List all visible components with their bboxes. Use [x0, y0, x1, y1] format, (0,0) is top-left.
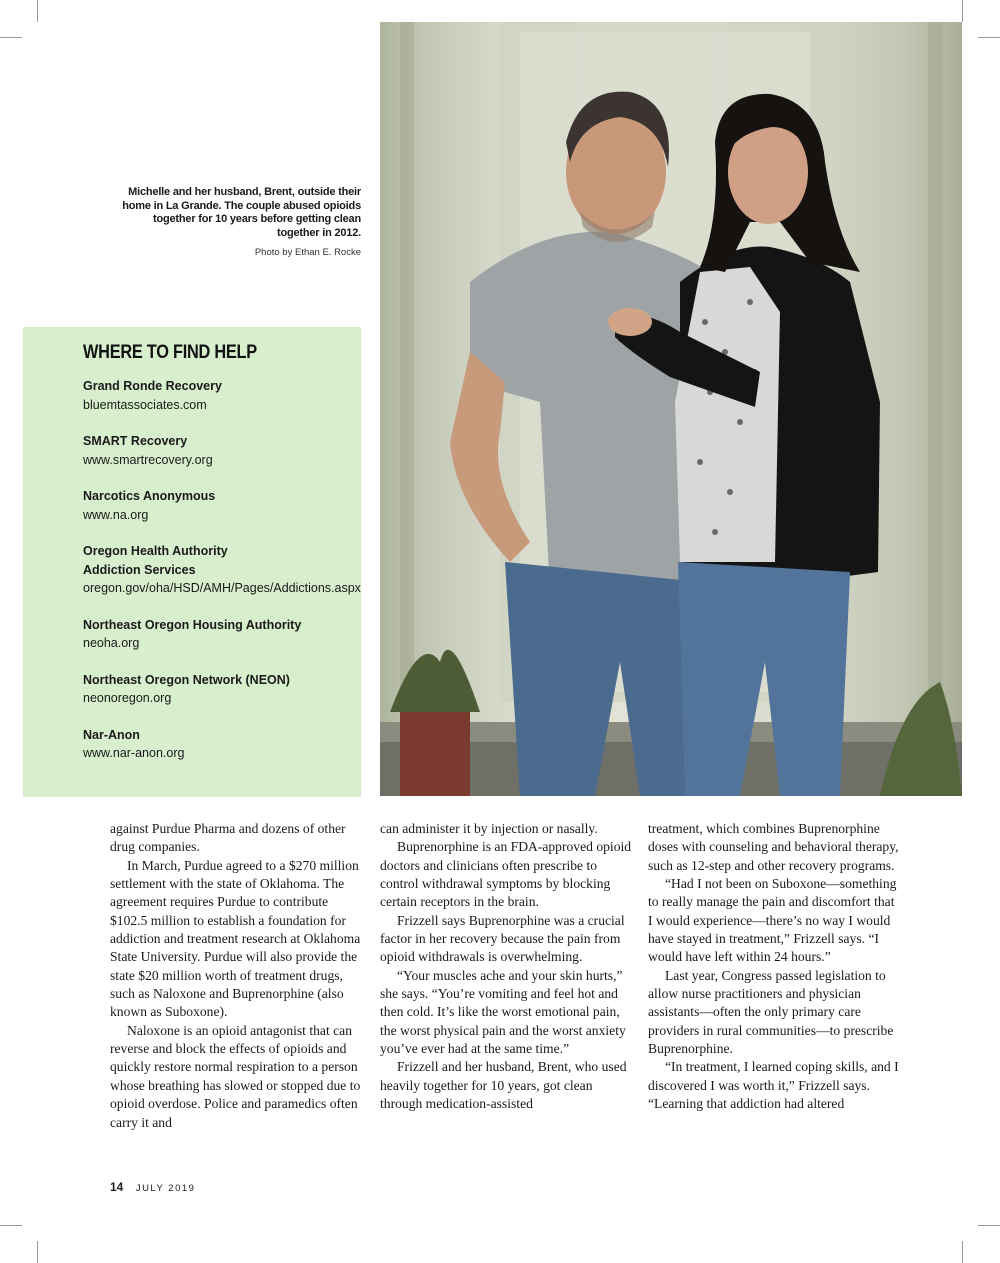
crop-mark	[37, 0, 38, 22]
caption-text: Michelle and her husband, Brent, outside their home in La Grande. The couple abused opioids together for 10 years before getting clean together in 2012.	[122, 186, 361, 239]
resource-url[interactable]: www.na.org	[83, 507, 149, 522]
resource-entry	[83, 487, 353, 524]
paragraph: can administer it by injection or nasally.	[380, 821, 598, 836]
couple-photo	[380, 22, 962, 796]
resource-name: Narcotics Anonymous	[83, 489, 216, 503]
resource-name: Northeast Oregon Housing Authority	[83, 617, 302, 632]
crop-mark	[962, 1241, 963, 1263]
issue-date: JULY 2019	[135, 1183, 196, 1194]
crop-mark	[0, 1225, 22, 1226]
resource-list	[83, 377, 361, 781]
paragraph: Buprenorphine is an FDA-approved opioid doctors and clinicians often prescribe to control withdrawal symptoms by blocking certain receptors in the brain.	[380, 839, 632, 910]
help-resources-sidebar	[23, 327, 361, 797]
paragraph: “In treatment, I learned coping skills, and I discovered I was worth it,” Frizzell says. “Learning that addiction had altered	[648, 1059, 899, 1112]
resource-name: SMART Recovery	[83, 434, 188, 448]
page-footer	[110, 1178, 195, 1196]
crop-mark	[0, 37, 22, 38]
paragraph: “Had I not been on Suboxone—something to really manage the pain and discomfort that I would experience—there’s no way I would have stayed in treatment,” Frizzell says. “I would have left within 24 hours.”	[648, 876, 897, 965]
body-column-2	[380, 820, 632, 1114]
couple-photo-illustration	[380, 22, 962, 796]
page-number: 14	[110, 1180, 124, 1194]
paragraph: Last year, Congress passed legislation to allow nurse practitioners and physician assistants—often the only primary care providers in rural communities—to prescribe Buprenorphine.	[648, 967, 894, 1057]
paragraph: against Purdue Pharma and dozens of other drug companies.	[110, 821, 346, 855]
resource-name: Nar-Anon	[83, 727, 140, 742]
resource-name: Northeast Oregon Network (NEON)	[83, 672, 290, 687]
paragraph: In March, Purdue agreed to a $270 million settlement with the state of Oklahoma. The agreement requires Purdue to contribute $102.5 million to establish a foundation for addiction and treatment research at Oklahoma State University. Purdue will also provide the state $20 million worth of treatment drugs, such as Naloxone and Buprenorphine (also known as Suboxone).	[110, 857, 361, 1020]
resource-entry	[83, 432, 353, 469]
resource-url[interactable]: oregon.gov/oha/HSD/AMH/Pages/Addictions.aspx	[83, 581, 361, 595]
resource-url[interactable]: bluemtassociates.com	[83, 397, 207, 412]
crop-mark	[37, 1241, 38, 1263]
photo-caption	[120, 186, 361, 258]
resource-url[interactable]: www.nar-anon.org	[83, 746, 185, 760]
body-column-3	[648, 820, 900, 1114]
resource-name: Oregon Health Authority Addiction Services	[83, 544, 228, 577]
paragraph: Frizzell and her husband, Brent, who used heavily together for 10 years, got clean through medication-assisted	[380, 1059, 627, 1112]
paragraph: Frizzell says Buprenorphine was a crucial factor in her recovery because the pain from opioid withdrawals is overwhelming.	[380, 912, 625, 965]
resource-entry	[83, 542, 361, 598]
resource-entry	[83, 726, 353, 763]
resource-url[interactable]: www.smartrecovery.org	[83, 452, 213, 467]
crop-mark	[978, 1225, 1000, 1226]
resource-url[interactable]: neonoregon.org	[83, 691, 172, 705]
crop-mark	[962, 0, 963, 22]
paragraph: Naloxone is an opioid antagonist that can reverse and block the effects of opioids and quickly restore normal respiration to a person whose breathing has slowed or stopped due to opioid overdose. Police and paramedics often carry it and	[110, 1022, 361, 1130]
crop-mark	[978, 37, 1000, 38]
paragraph: treatment, which combines Buprenorphine doses with counseling and behavioral therapy, such as 12-step and other recovery programs.	[648, 821, 899, 873]
resource-url[interactable]: neoha.org	[83, 636, 140, 650]
photo-credit: Photo by Ethan E. Rocke	[254, 247, 361, 258]
resource-entry	[83, 671, 353, 708]
resource-name: Grand Ronde Recovery	[83, 379, 222, 393]
paragraph: “Your muscles ache and your skin hurts,” she says. “You’re vomiting and feel hot and then cold. It’s like the worst emotional pain, the worst physical pain and the worst anxiety you’ve ever had at the same time.”	[380, 967, 626, 1057]
body-column-1	[110, 820, 362, 1132]
sidebar-title: WHERE TO FIND HELP	[83, 342, 257, 363]
resource-entry	[83, 377, 353, 414]
resource-entry	[83, 616, 353, 653]
